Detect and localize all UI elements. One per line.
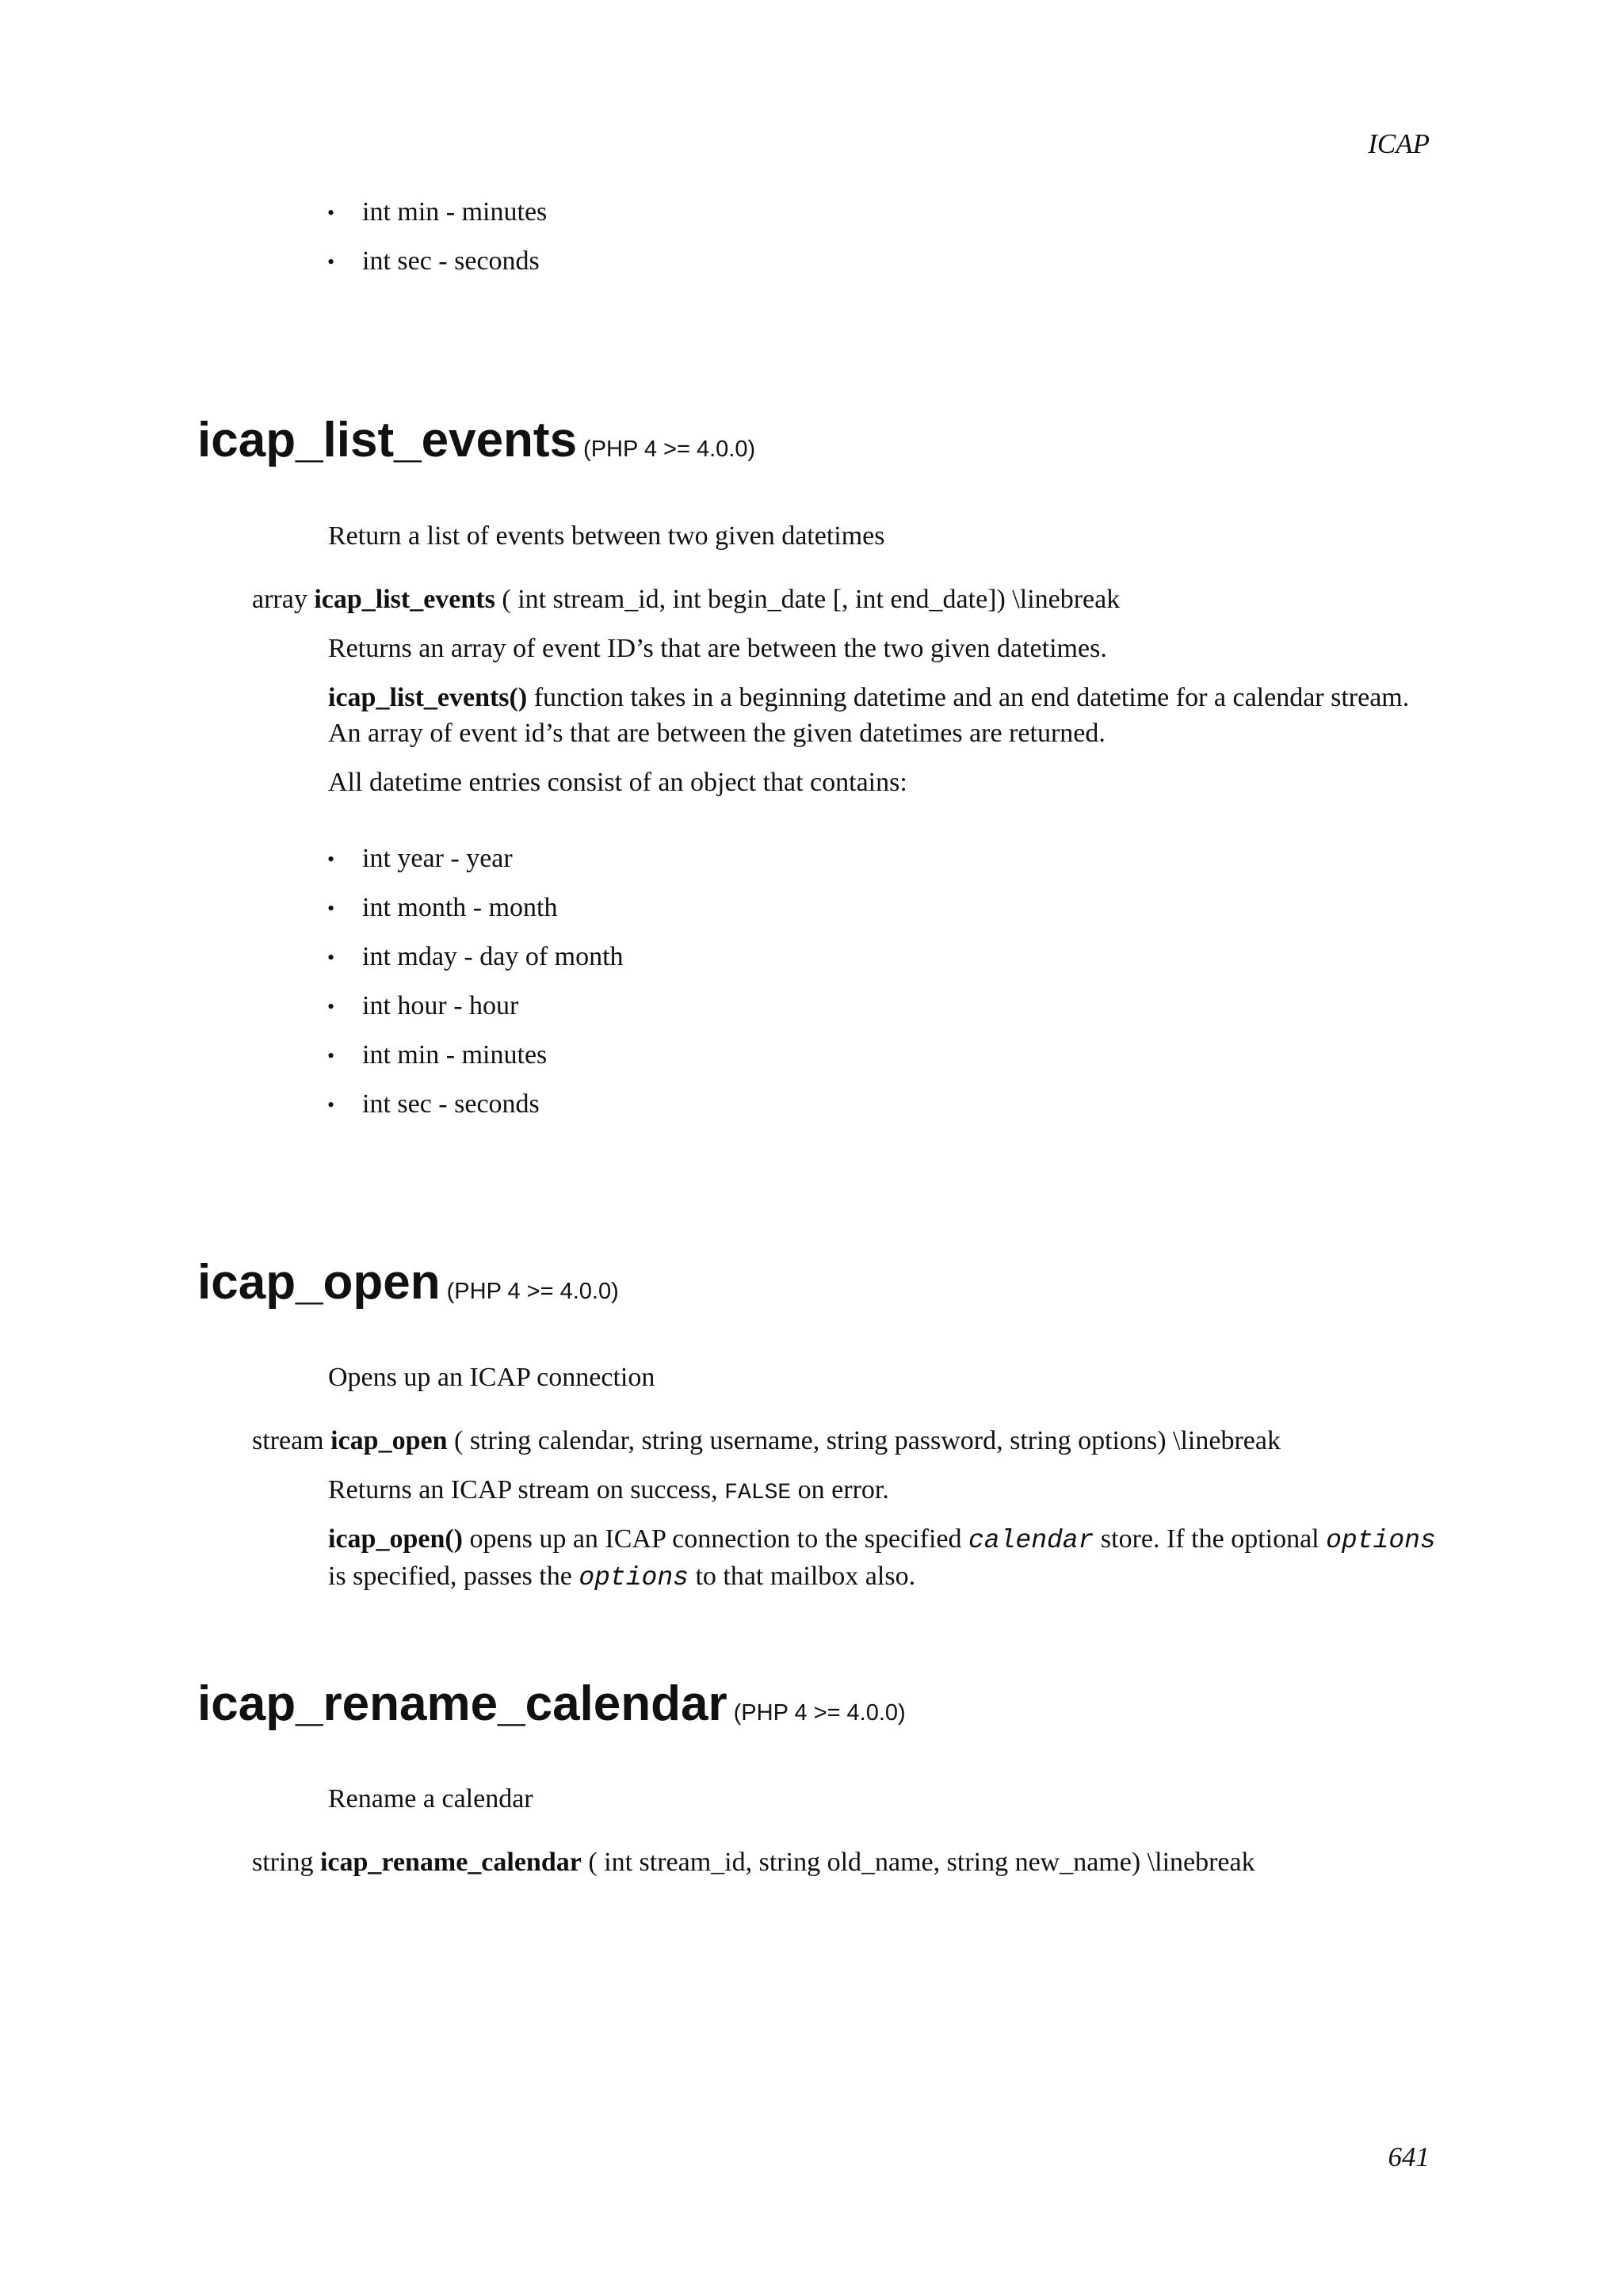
function-heading: icap_list_events <box>197 413 578 467</box>
list-item: • int min - minutes <box>327 196 547 246</box>
function-params: ( string calendar, string username, string password, string options) \linebreak <box>454 1426 1281 1455</box>
param-options: options <box>1326 1526 1436 1555</box>
returns-text: Returns an array of event ID’s that are between the two given datetimes. <box>328 634 1107 663</box>
description-text: icap_list_events() function takes in a beginning datetime and an end datetime for a calendar stream. An array of event id’s that are between the given datetimes are returned. <box>328 683 1410 748</box>
function-name: icap_open <box>330 1426 448 1455</box>
bullet-icon: • <box>327 1093 335 1116</box>
function-ref: icap_open() <box>328 1524 463 1554</box>
section-title-icap-rename-calendar <box>197 1676 906 1732</box>
page-number: 641 <box>1388 2142 1430 2172</box>
list-item: • int hour - hour <box>327 990 624 1039</box>
entries-intro: All datetime entries consist of an object that contains: <box>328 768 907 797</box>
description-text: icap_open() opens up an ICAP connection to the specified calendar store. If the optional options is specified, passes the options to that mailbox also. <box>328 1524 1436 1592</box>
function-params: ( int stream_id, int begin_date [, int end_date]) \linebreak <box>502 585 1121 614</box>
returns-text: Returns an ICAP stream on success, FALSE on error. <box>328 1475 889 1505</box>
function-name: icap_rename_calendar <box>319 1848 582 1877</box>
bullet-icon: • <box>327 201 335 224</box>
param-calendar: calendar <box>968 1526 1094 1555</box>
function-synopsis <box>252 582 1441 617</box>
function-synopsis <box>252 1844 1441 1880</box>
function-params: ( int stream_id, string old_name, string new_name) \linebreak <box>588 1848 1255 1877</box>
function-heading: icap_rename_calendar <box>197 1676 727 1731</box>
version-note: (PHP 4 >= 4.0.0) <box>446 1279 619 1304</box>
list-item: • int year - year <box>327 843 624 892</box>
function-ref: icap_list_events() <box>328 683 528 712</box>
function-name: icap_list_events <box>314 585 495 614</box>
list-item: • int sec - seconds <box>327 246 547 295</box>
param-options: options <box>579 1563 689 1592</box>
top-bullet-list <box>327 196 547 295</box>
bullet-icon: • <box>327 946 335 969</box>
section-title-icap-list-events <box>197 412 755 468</box>
bullet-icon: • <box>327 848 335 871</box>
purpose-text: Rename a calendar <box>328 1784 533 1814</box>
purpose-text: Return a list of events between two given datetimes <box>328 521 885 551</box>
return-type: stream <box>252 1426 324 1455</box>
bullet-icon: • <box>327 250 335 273</box>
version-note: (PHP 4 >= 4.0.0) <box>583 437 756 462</box>
return-type: array <box>252 585 307 614</box>
bullet-icon: • <box>327 897 335 920</box>
version-note: (PHP 4 >= 4.0.0) <box>733 1700 906 1726</box>
list-item: • int min - minutes <box>327 1039 624 1089</box>
section-title-icap-open <box>197 1254 619 1310</box>
list-item: • int mday - day of month <box>327 941 624 990</box>
running-head: ICAP <box>1368 128 1430 159</box>
list-item: • int sec - seconds <box>327 1089 624 1138</box>
list-item: • int month - month <box>327 892 624 941</box>
false-constant: FALSE <box>724 1481 792 1505</box>
bullet-icon: • <box>327 1044 335 1067</box>
bullet-icon: • <box>327 995 335 1018</box>
datetime-fields-list <box>327 843 624 1138</box>
function-synopsis <box>252 1423 1441 1459</box>
return-type: string <box>252 1848 314 1877</box>
function-heading: icap_open <box>197 1255 441 1310</box>
purpose-text: Opens up an ICAP connection <box>328 1363 655 1392</box>
